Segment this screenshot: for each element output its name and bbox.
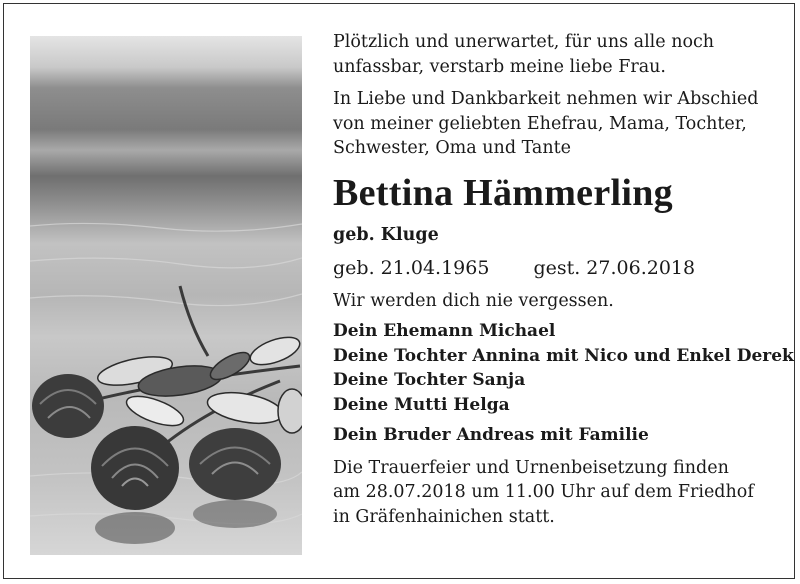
funeral-line: am 28.07.2018 um 11.00 Uhr auf dem Friedhof <box>333 482 754 502</box>
intro-line: Plötzlich und unerwartet, für uns alle noch <box>333 32 715 52</box>
farewell-paragraph <box>333 87 783 161</box>
funeral-line: Die Trauerfeier und Urnenbeisetzung finden <box>333 457 729 478</box>
roses-illustration <box>30 36 302 555</box>
life-dates <box>333 255 783 281</box>
mourner-line: Deine Tochter Sanja <box>333 370 526 390</box>
funeral-info <box>333 456 783 530</box>
intro-paragraph <box>333 30 783 79</box>
mourner-line: Dein Ehemann Michael <box>333 321 556 341</box>
death-date: gest. 27.06.2018 <box>533 256 696 279</box>
funeral-line: in Gräfenhainichen statt. <box>333 506 555 527</box>
mourner-line: Dein Bruder Andreas mit Familie <box>333 425 649 445</box>
deceased-name: Bettina Hämmerling <box>333 171 673 214</box>
roses-on-water-photo <box>30 36 302 555</box>
maiden-name: geb. Kluge <box>333 224 439 245</box>
mourner-line: Deine Tochter Annina mit Nico und Enkel Derek <box>333 345 794 366</box>
intro-line: unfassbar, verstarb meine liebe Frau. <box>333 56 666 77</box>
mourner-line: Deine Mutti Helga <box>333 394 510 415</box>
remembrance-line: Wir werden dich nie vergessen. <box>333 290 614 311</box>
obituary-text <box>333 30 794 529</box>
farewell-line: Schwester, Oma und Tante <box>333 138 571 158</box>
birth-date: geb. 21.04.1965 <box>333 256 490 279</box>
farewell-line: von meiner geliebten Ehefrau, Mama, Tochter, <box>333 113 747 134</box>
farewell-line: In Liebe und Dankbarkeit nehmen wir Abschied <box>333 89 759 109</box>
